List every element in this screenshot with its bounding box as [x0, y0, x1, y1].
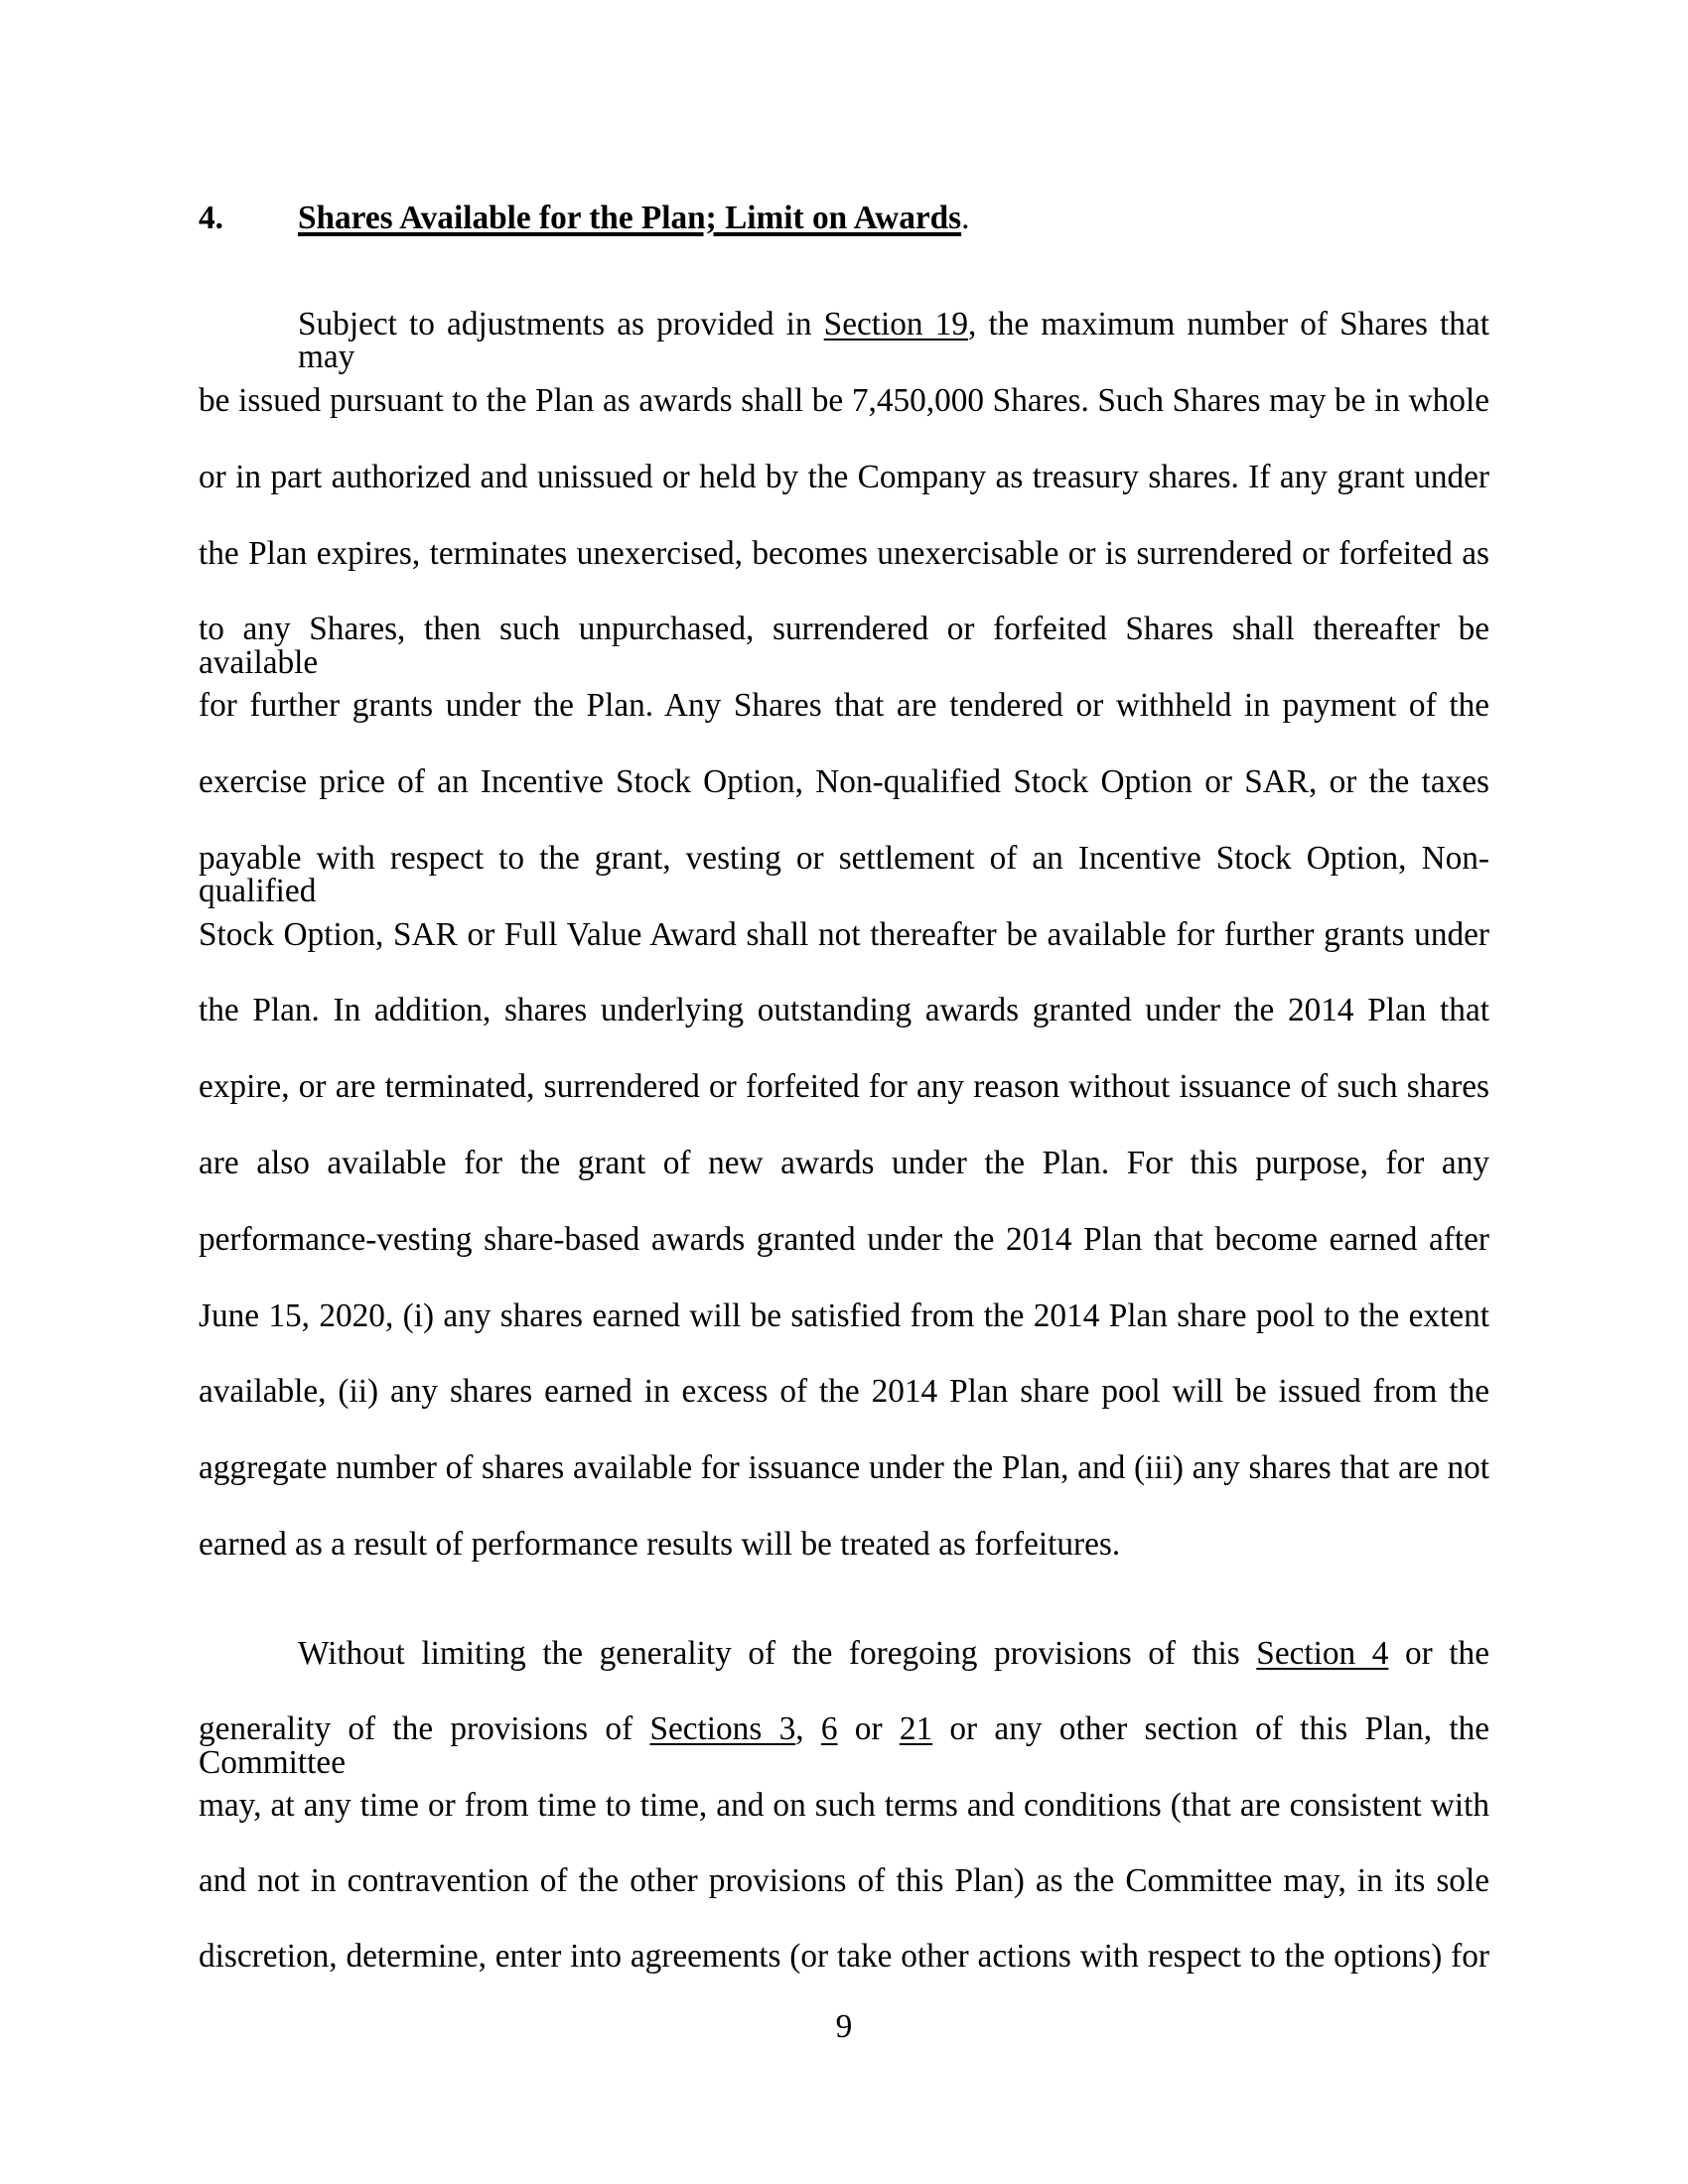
text-line: [199, 1144, 1489, 1181]
section-title: Shares Available for the Plan; Limit on Awards: [298, 200, 962, 236]
text-line: [199, 611, 1498, 681]
text-run: are also available for the grant of new awards under the Plan. For this purpose, for any: [199, 1144, 1489, 1181]
text-run: available, (ii) any shares earned in excess of the 2014 Plan share pool will be issued from the: [199, 1373, 1489, 1411]
text-line: [199, 994, 1489, 1027]
text-run: expire, or are terminated, surrendered or forfeited for any reason without issuance of such shares: [199, 1068, 1489, 1106]
text-run: June 15, 2020, (i) any shares earned will be satisfied from the 2014 Plan share pool to the extent: [199, 1297, 1489, 1334]
text-run: ,: [795, 1710, 821, 1748]
page-number: 9: [835, 2008, 853, 2045]
text-run: for further grants under the Plan. Any Shares that are tendered or withheld in payment of the: [199, 687, 1489, 725]
text-line: [199, 1525, 1489, 1563]
section-reference: Sections 3: [649, 1710, 796, 1748]
text-run: the Plan expires, terminates unexercised, becomes unexercisable or is surrendered or forfeited as: [199, 534, 1489, 572]
text-line: [199, 381, 1489, 419]
text-run: generality of the provisions of: [199, 1710, 650, 1748]
text-line: [199, 1710, 1498, 1781]
text-run: may, at any time or from time to time, and on such terms and conditions (that are consistent with: [199, 1786, 1489, 1824]
text-line: [199, 1220, 1489, 1258]
text-run: discretion, determine, enter into agreements (or take other actions with respect to the options) for: [199, 1938, 1489, 1976]
text-run: Stock Option, SAR or Full Value Award shall not thereafter be available for further grants under: [199, 915, 1489, 953]
text-line: [199, 915, 1489, 953]
text-line: [199, 689, 1489, 723]
text-line: [199, 534, 1489, 572]
text-line: [199, 1861, 1489, 1899]
section-reference: Section 19: [823, 306, 968, 343]
section-reference: 6: [820, 1710, 838, 1748]
section-reference: 21: [899, 1710, 933, 1748]
text-run: and not in contravention of the other provisions of this Plan) as the Committee may, in its sole: [199, 1861, 1489, 1899]
text-line: [199, 762, 1489, 800]
text-run: or in part authorized and unissued or held by the Company as treasury shares. If any grant under: [199, 458, 1489, 495]
text-run: exercise price of an Incentive Stock Option, Non-qualified Stock Option or SAR, or the taxes: [199, 762, 1489, 800]
text-line: [199, 1451, 1489, 1485]
text-line: [199, 1940, 1489, 1974]
text-run: Without limiting the generality of the foregoing provisions of this: [298, 1635, 1257, 1673]
text-run: aggregate number of shares available for issuance under the Plan, and (iii) any shares that are not: [199, 1449, 1489, 1487]
section-title-period: .: [961, 200, 970, 236]
section-number: 4.: [199, 200, 223, 236]
text-run: earned as a result of performance results will be treated as forfeitures.: [199, 1525, 1121, 1563]
text-run: , the maximum number of Shares that may: [298, 306, 1498, 376]
text-line: [298, 306, 1498, 376]
text-line: [199, 839, 1489, 909]
text-run: or the: [1388, 1635, 1489, 1673]
text-line: [199, 458, 1489, 495]
text-run: be issued pursuant to the Plan as awards shall be 7,450,000 Shares. Such Shares may be in whole: [199, 381, 1489, 419]
text-run: payable with respect to the grant, vesting or settlement of an Incentive Stock Option, Non-qualified: [199, 839, 1489, 909]
text-run: or any other section of this Plan, the Committee: [199, 1710, 1498, 1781]
text-line: [199, 1299, 1489, 1333]
text-run: or: [837, 1710, 900, 1748]
text-run: the Plan. In addition, shares underlying outstanding awards granted under the 2014 Plan that: [199, 992, 1489, 1029]
section-reference: Section 4: [1256, 1635, 1389, 1673]
text-line: [298, 1637, 1489, 1671]
text-run: to any Shares, then such unpurchased, surrendered or forfeited Shares shall thereafter be available: [199, 611, 1498, 681]
text-line: [199, 1786, 1489, 1824]
text-line: [199, 1375, 1489, 1409]
text-run: Subject to adjustments as provided in: [298, 306, 824, 343]
text-line: [199, 1070, 1489, 1104]
text-run: performance-vesting share-based awards granted under the 2014 Plan that become earned after: [199, 1220, 1489, 1258]
